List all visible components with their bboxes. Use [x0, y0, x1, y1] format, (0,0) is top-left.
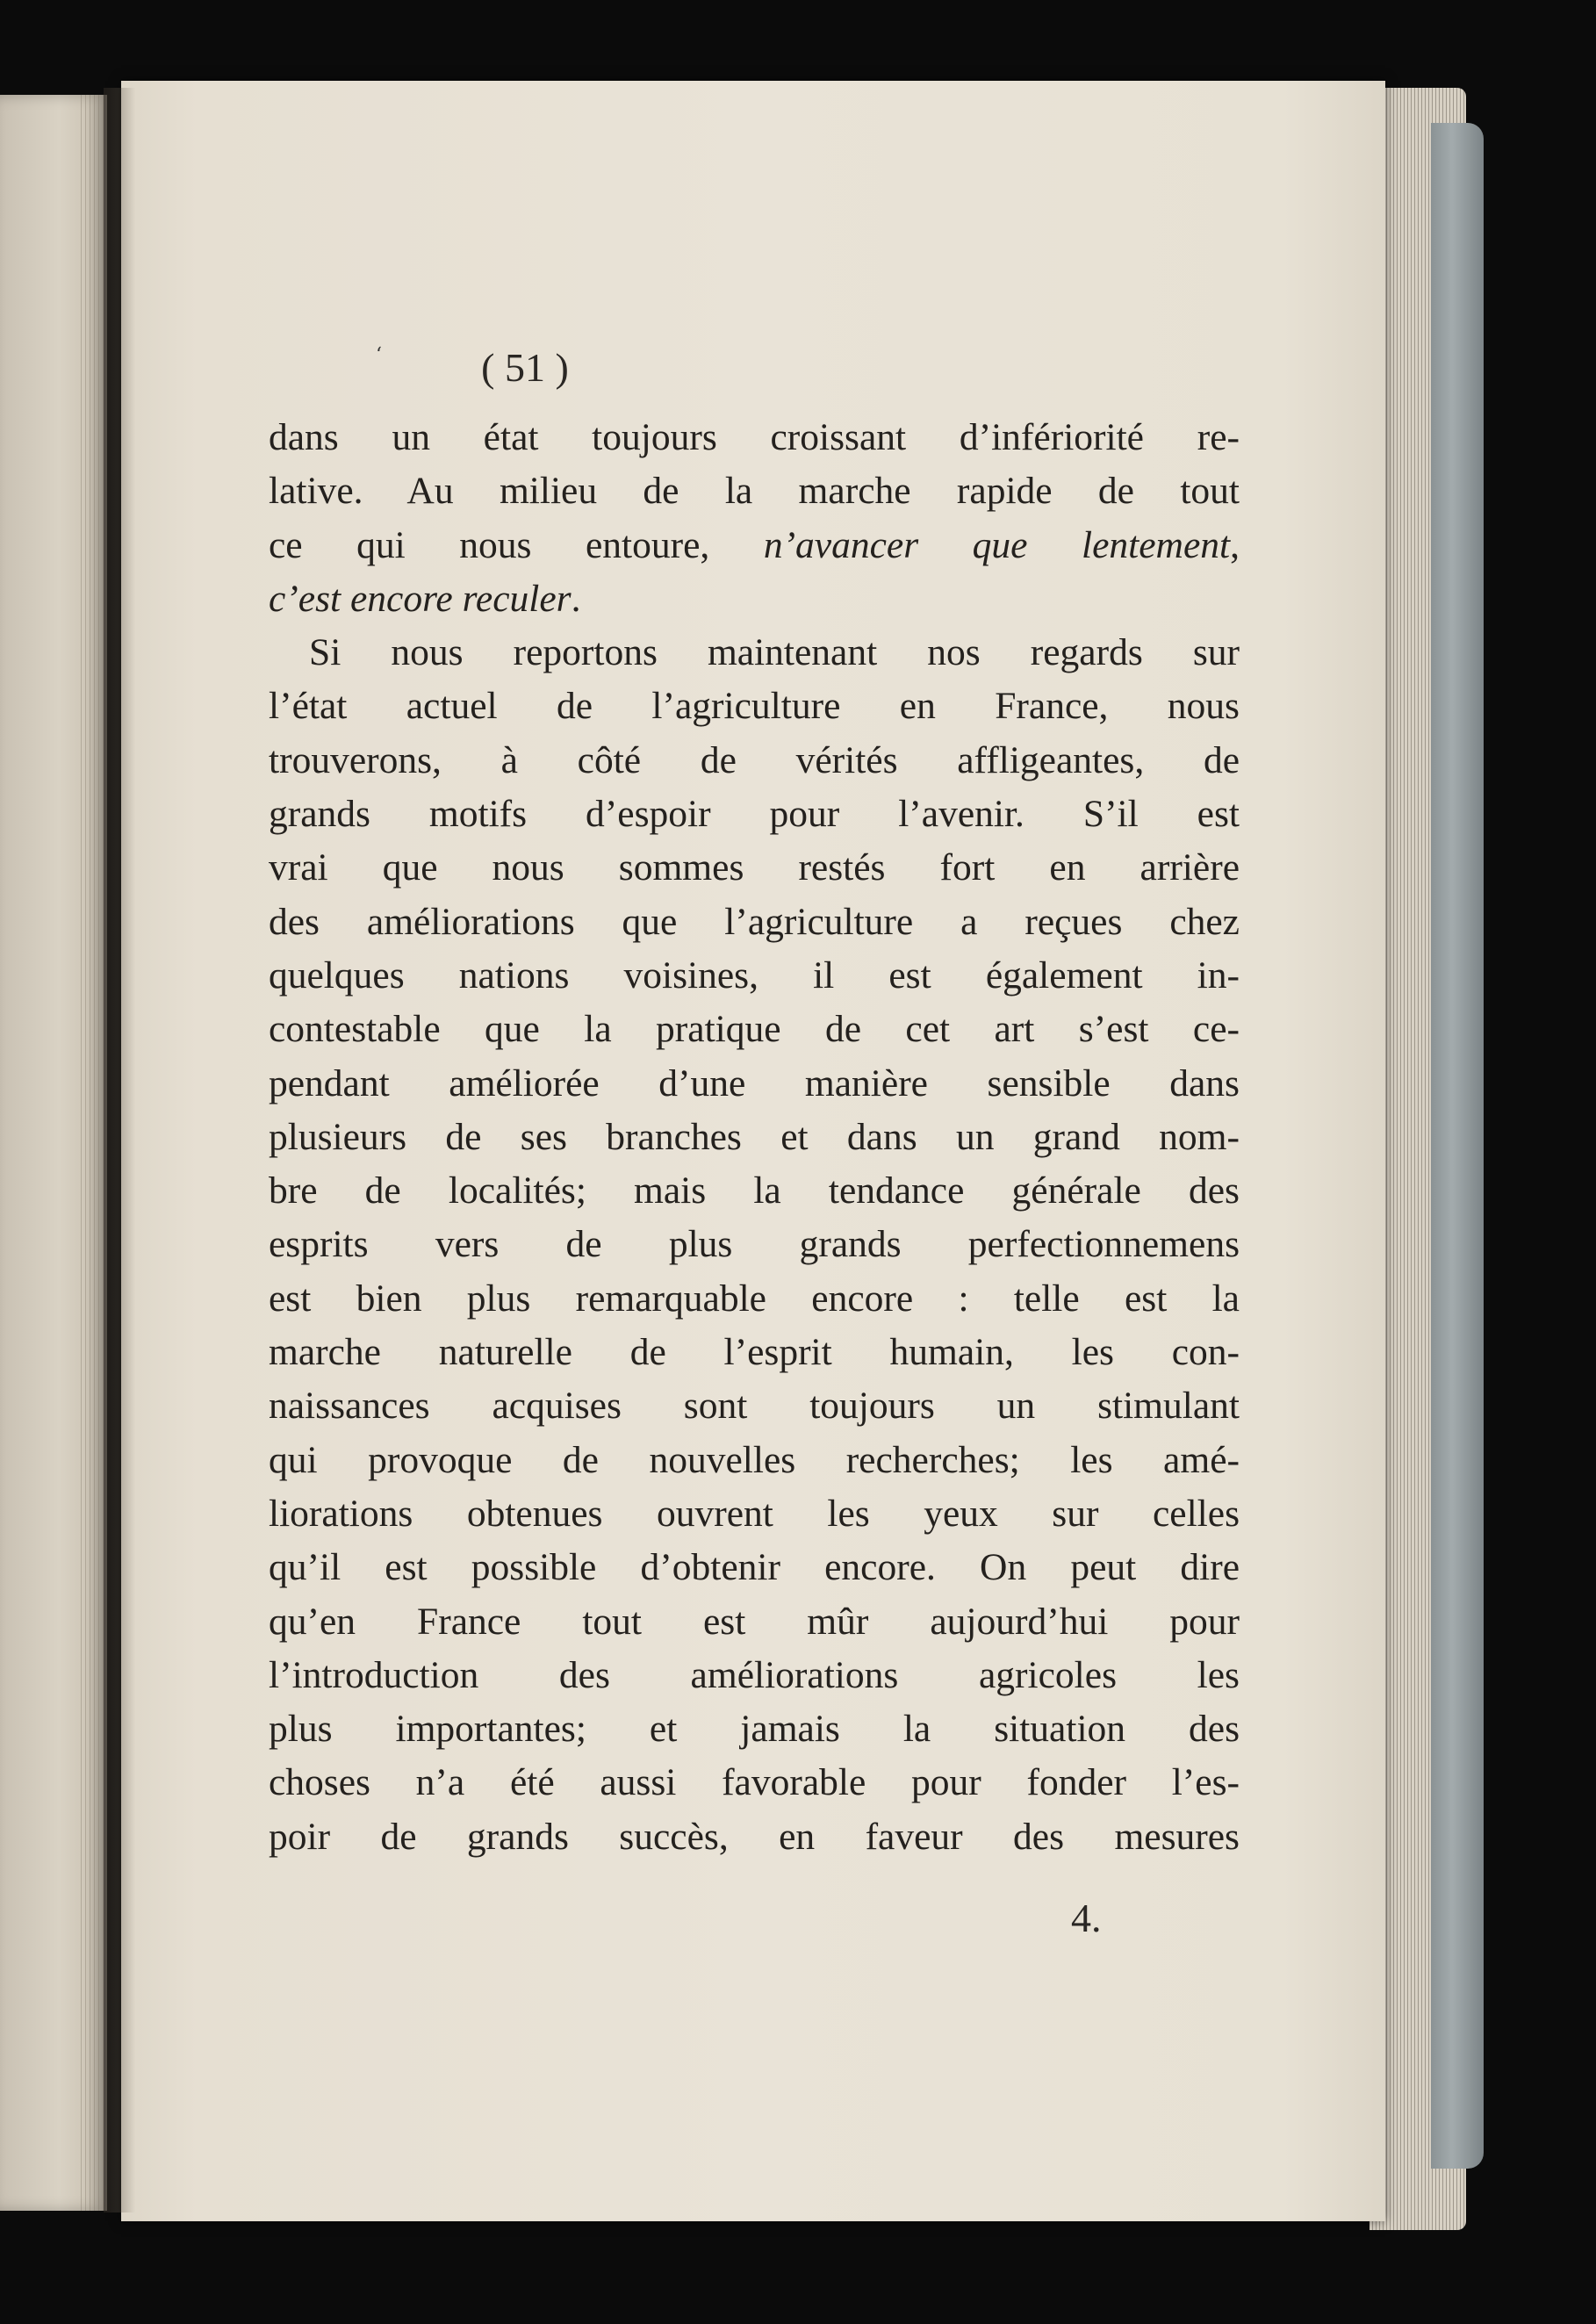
text-line-content: grands motifs d’espoir pour l’avenir. S’il est	[269, 793, 1240, 836]
text-line	[269, 680, 1240, 733]
text-line-content: bre de localités; mais la tendance générale des	[269, 1169, 1240, 1212]
text-line	[269, 464, 1240, 518]
text-line	[269, 949, 1240, 1003]
text-line	[269, 1057, 1240, 1111]
text-line-content: contestable que la pratique de cet art s’est ce-	[269, 1008, 1240, 1051]
signature-mark: 4.	[1071, 1896, 1102, 1940]
text-line-content: lative. Au milieu de la marche rapide de tout	[269, 470, 1240, 513]
text-line-content: l’état actuel de l’agriculture en France, nous	[269, 685, 1240, 728]
text-line	[269, 411, 1240, 464]
text-line-content: trouverons, à côté de vérités affligeantes, de	[269, 738, 1240, 781]
text-line-content: l’introduction des améliorations agricoles les	[269, 1653, 1240, 1696]
text-line-content: plusieurs de ses branches et dans un grand nom-	[269, 1115, 1240, 1158]
text-line-content: des améliorations que l’agriculture a reçues chez	[269, 900, 1240, 943]
text-line	[269, 788, 1240, 841]
text-line	[269, 1541, 1240, 1594]
text-line	[269, 1487, 1240, 1541]
text-line	[269, 1003, 1240, 1056]
text-line-content: qu’en France tout est mûr aujourd’hui pour	[269, 1600, 1240, 1643]
text-line	[269, 896, 1240, 949]
stray-mark: ‘	[376, 344, 382, 366]
text-line-punctuation: .	[571, 577, 581, 620]
text-line	[269, 1595, 1240, 1649]
text-line	[269, 1434, 1240, 1487]
book-page	[121, 81, 1385, 2221]
gutter-shadow	[104, 88, 135, 2212]
body-text	[269, 411, 1240, 1864]
text-line-punctuation: ,	[1230, 523, 1240, 566]
text-line-roman: ce qui nous entoure,	[269, 523, 764, 566]
text-line-content: qui provoque de nouvelles recherches; les amé-	[269, 1438, 1240, 1481]
text-line	[269, 519, 1240, 572]
text-line	[269, 1379, 1240, 1433]
text-line-content: choses n’a été aussi favorable pour fonder l’es-	[269, 1761, 1240, 1804]
text-line-content: marche naturelle de l’esprit humain, les con-	[269, 1331, 1240, 1374]
text-line-content: esprits vers de plus grands perfectionnemens	[269, 1223, 1240, 1266]
text-line-content: liorations obtenues ouvrent les yeux sur celles	[269, 1492, 1240, 1535]
text-line	[269, 1164, 1240, 1218]
text-line	[269, 1218, 1240, 1271]
text-line	[269, 841, 1240, 895]
text-line	[269, 1810, 1240, 1864]
text-line-content: Si nous reportons maintenant nos regards sur	[309, 631, 1240, 674]
text-line-italic: c’est encore reculer	[269, 577, 572, 620]
text-line-content: poir de grands succès, en faveur des mesures	[269, 1815, 1240, 1858]
text-line-italic: n’avancer que lentement	[763, 523, 1231, 566]
page-number-text: ( 51 )	[481, 345, 569, 390]
text-line	[269, 1649, 1240, 1702]
text-line-content: quelques nations voisines, il est également in-	[269, 953, 1240, 997]
text-line-content: vrai que nous sommes restés fort en arrière	[269, 846, 1240, 889]
text-line-content: qu’il est possible d’obtenir encore. On peut dire	[269, 1546, 1240, 1589]
text-line-content: plus importantes; et jamais la situation des	[269, 1708, 1240, 1751]
text-line	[269, 1326, 1240, 1379]
text-line-content: est bien plus remarquable encore : telle est la	[269, 1277, 1240, 1320]
text-line-content: dans un état toujours croissant d’infériorité re-	[269, 416, 1240, 458]
book-cover-edge	[1431, 123, 1484, 2169]
text-line	[269, 1272, 1240, 1326]
page-number	[121, 344, 1385, 391]
facing-page-edge	[0, 95, 107, 2211]
text-line	[269, 572, 1240, 626]
text-line	[269, 1111, 1240, 1164]
text-line	[269, 626, 1240, 680]
text-line	[269, 1702, 1240, 1756]
text-line-content: naissances acquises sont toujours un stimulant	[269, 1385, 1240, 1428]
text-line	[269, 734, 1240, 788]
text-line-content: pendant améliorée d’une manière sensible dans	[269, 1061, 1240, 1104]
text-line	[269, 1756, 1240, 1810]
